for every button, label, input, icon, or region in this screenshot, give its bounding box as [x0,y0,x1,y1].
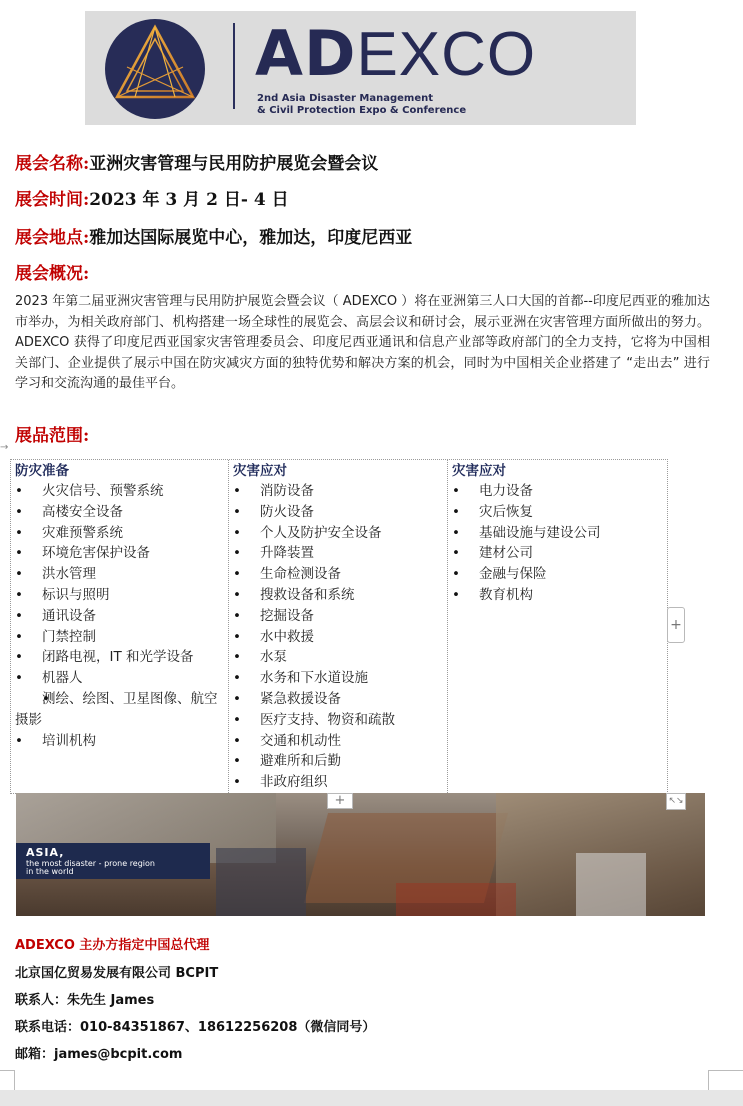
list-item: • 机器人 [15,668,224,689]
list-item: • 消防设备 [233,481,443,502]
list-item: • 避难所和后勤 [233,751,443,772]
item-list [233,481,443,793]
item-list [452,481,663,606]
photo-caption-line1: the most disaster - prone region [26,859,155,868]
column-header: 灾害应对 [233,463,287,479]
page-corner-right [708,1070,743,1091]
list-item: • 洪水管理 [15,564,224,585]
list-item: • 金融与保险 [452,564,663,585]
list-item: • 个人及防护安全设备 [233,523,443,544]
expo-place-label: 展会地点: [15,228,90,248]
list-item: • 灾后恢复 [452,502,663,523]
expo-place-row [15,226,412,250]
table-column-recovery [448,460,667,793]
list-item: • 交通和机动性 [233,731,443,752]
expo-name-label: 展会名称: [15,154,90,174]
list-item: • 水泵 [233,647,443,668]
list-item: • 灾难预警系统 [15,523,224,544]
list-item: • 搜救设备和系统 [233,585,443,606]
list-item: • 水中救援 [233,627,443,648]
photo-caption [16,843,210,879]
triangle-logo-icon [95,17,219,121]
email-line: 邮箱：james@bcpit.com [15,1047,183,1062]
list-item: • 生命检测设备 [233,564,443,585]
overview-heading: 展会概况: [15,264,90,284]
list-item: • 升降装置 [233,543,443,564]
list-item: • 门禁控制 [15,627,224,648]
list-item: • 高楼安全设备 [15,502,224,523]
page-corner-left [0,1070,15,1091]
agent-line: ADEXCO 主办方指定中国总代理 [15,938,210,953]
overview-paragraph: 2023 年第二届亚洲灾害管理与民用防护展览会暨会议（ ADEXCO ）将在亚洲第三人口大国的首都--印度尼西亚的雅加达市举办，为相关政府部门、机构搭建一场全球性的展览会、高层会议和研讨会，展示亚洲在灾害管理方面所做出的努力。ADEXCO 获得了印度尼西亚国家灾害管理委员会、印度尼西亚通讯和信息产业部等政府部门的全力支持，它将为中国相关部门、企业提供了展示中国在防灾减灾方面的独特优势和解决方案的机会，同时为中国相关企业搭建了 “走出去” 进行学习和交流沟通的最佳平台。 [15,294,710,391]
disaster-photo [16,793,705,916]
list-item: • 建材公司 [452,543,663,564]
list-item: • 标识与照明 [15,585,224,606]
item-list [15,481,224,751]
expo-name-row [15,152,378,176]
list-item: • 闭路电视，IT 和光学设备 [15,647,224,668]
photo-caption-line2: in the world [26,867,74,876]
exhibit-scope-table [10,459,668,794]
expo-time-value: 2023 年 3 月 2 日- 4 日 [89,190,289,210]
list-item: • 培训机构 [15,731,224,752]
expo-time-label: 展会时间: [15,190,90,210]
photo-caption-title: ASIA, [26,846,65,859]
contact-person-line: 联系人：朱先生 James [15,993,155,1008]
list-item: • 火灾信号、预警系统 [15,481,224,502]
add-column-button[interactable]: + [667,607,685,643]
banner-divider [233,23,235,109]
banner-subtitle [257,93,466,117]
list-item: • 通讯设备 [15,606,224,627]
column-header: 灾害应对 [452,463,506,479]
column-header: 防灾准备 [15,463,69,479]
company-line: 北京国亿贸易发展有限公司 BCPIT [15,966,219,981]
list-item: • 紧急救援设备 [233,689,443,710]
list-item: • 电力设备 [452,481,663,502]
list-item: • 防火设备 [233,502,443,523]
expo-place-value: 雅加达国际展览中心，雅加达，印度尼西亚 [89,228,413,248]
list-item: • 测绘、绘图、卫星图像、航空摄影 [15,689,224,731]
banner-subtitle-line2: & Civil Protection Expo & Conference [257,105,467,116]
list-item: • 挖掘设备 [233,606,443,627]
expo-time-row [15,188,289,212]
list-item: • 基础设施与建设公司 [452,523,663,544]
adexco-banner [85,11,636,125]
table-column-prevention [11,460,229,793]
banner-subtitle-line1: 2nd Asia Disaster Management [257,93,434,104]
table-column-response [229,460,448,793]
page-gap-bar [0,1090,743,1106]
table-move-arrow-icon[interactable]: → [0,442,9,453]
scope-heading: 展品范围: [15,426,90,446]
add-row-button[interactable]: + [327,793,353,809]
resize-image-icon[interactable]: ↖↘ [666,793,686,810]
list-item: • 医疗支持、物资和疏散 [233,710,443,731]
list-item: • 水务和下水道设施 [233,668,443,689]
expo-name-value: 亚洲灾害管理与民用防护展览会暨会议 [89,154,379,174]
list-item: • 教育机构 [452,585,663,606]
adexco-wordmark: ADEXCO [255,17,537,90]
list-item: • 非政府组织 [233,772,443,793]
list-item: • 环境危害保护设备 [15,543,224,564]
phone-line: 联系电话：010-84351867、18612256208（微信同号） [15,1020,376,1035]
